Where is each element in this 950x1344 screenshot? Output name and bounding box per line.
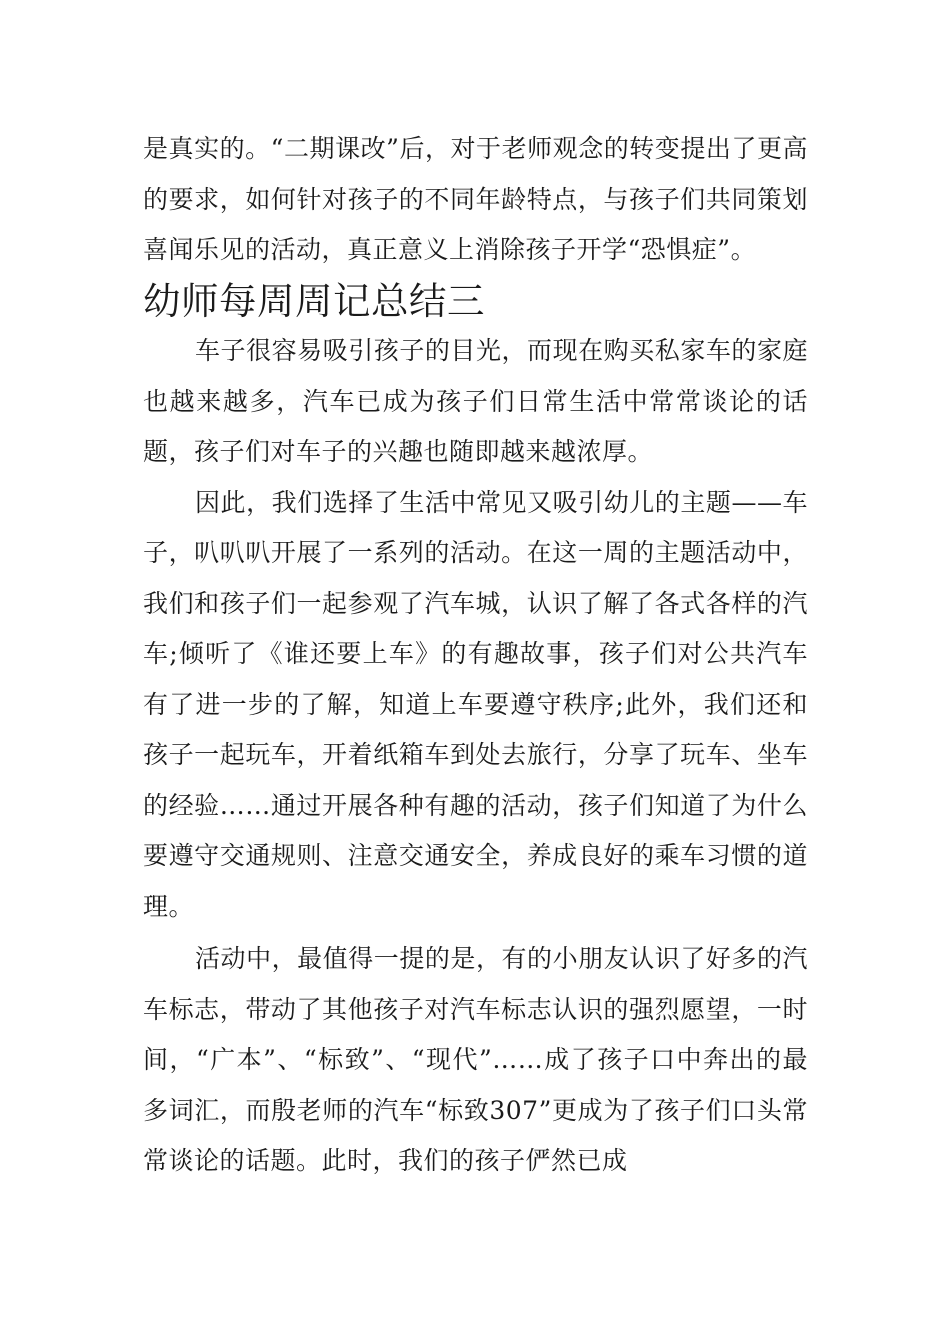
document-body [143, 124, 808, 1187]
paragraph-car-logos: 活动中，最值得一提的是，有的小朋友认识了好多的汽车标志，带动了其他孩子对汽车标志认识的强烈愿望，一时间，“广本”、“标致”、“现代”……成了孩子口中奔出的最多词汇，而殷老师的汽车“标致307”更成为了孩子们口头常常谈论的话题。此时，我们的孩子俨然已成 [143, 944, 808, 1175]
paragraph-theme-activities: 因此，我们选择了生活中常见又吸引幼儿的主题——车子，叭叭叭开展了一系列的活动。在这一周的主题活动中，我们和孩子们一起参观了汽车城，认识了解了各式各样的汽车;倾听了《谁还要上车》的有趣故事，孩子们对公共汽车有了进一步的了解，知道上车要遵守秩序;此外，我们还和孩子一起玩车，开着纸箱车到处去旅行，分享了玩车、坐车的经验……通过开展各种有趣的活动，孩子们知道了为什么要遵守交通规则、注意交通安全，养成良好的乘车习惯的道理。 [143, 487, 808, 921]
paragraph-intro-continuation: 是真实的。“二期课改”后，对于老师观念的转变提出了更高的要求，如何针对孩子的不同年龄特点，与孩子们共同策划喜闻乐见的活动，真正意义上消除孩子开学“恐惧症”。 [143, 134, 808, 264]
section-heading: 幼师每周周记总结三 [143, 278, 485, 323]
paragraph-cars-attract: 车子很容易吸引孩子的目光，而现在购买私家车的家庭也越来越多，汽车已成为孩子们日常生活中常常谈论的话题，孩子们对车子的兴趣也随即越来越浓厚。 [143, 336, 808, 466]
